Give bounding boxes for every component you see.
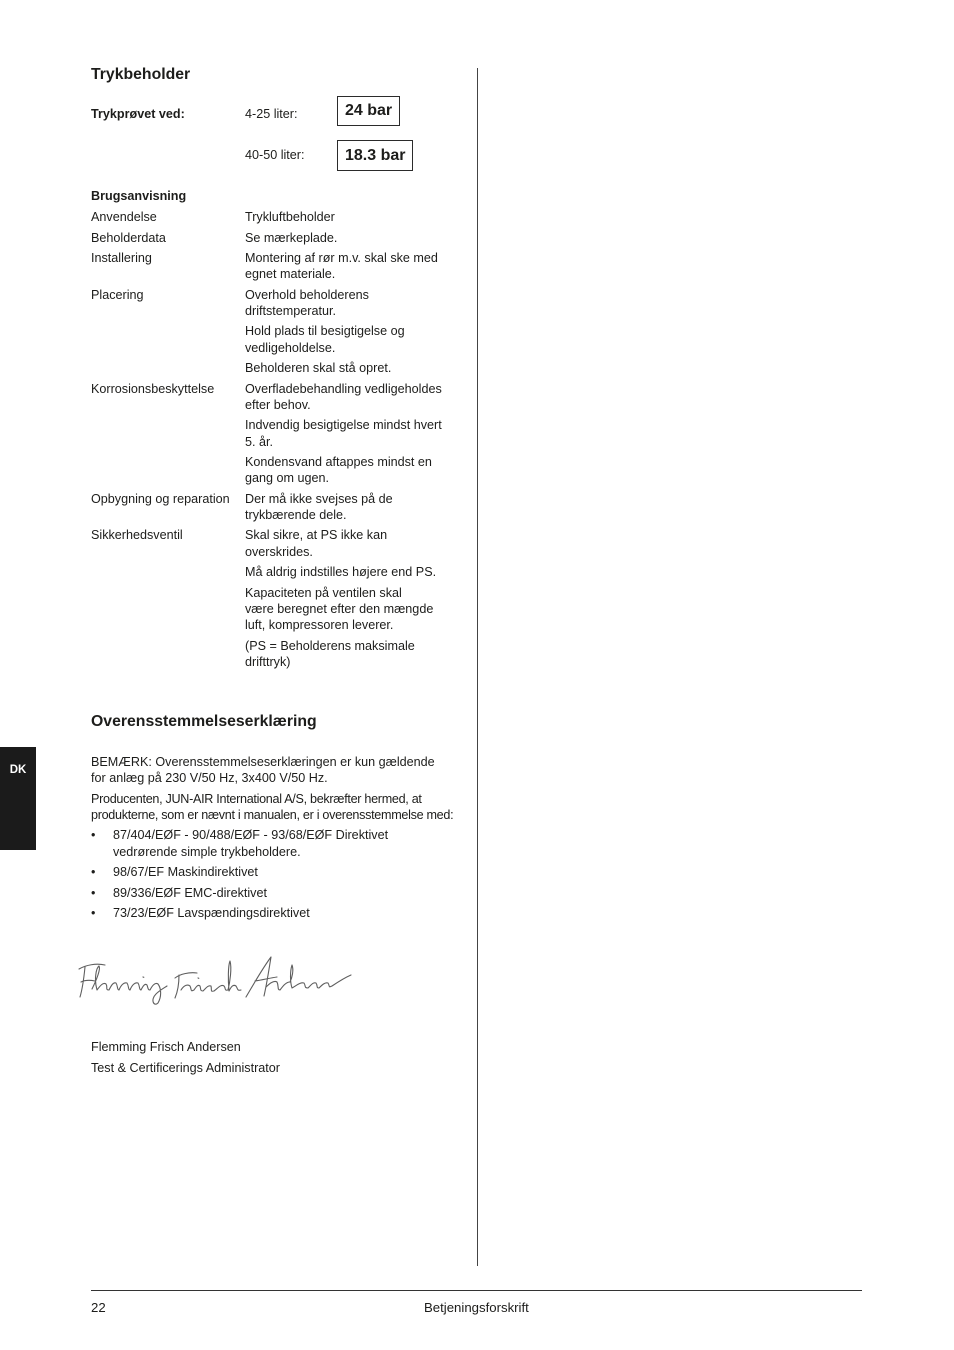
instruction-label: Beholderdata [91,230,166,245]
instruction-row-korrosionsbeskyttelse [91,381,475,491]
instruction-label: Korrosionsbeskyttelse [91,381,215,396]
instruction-row-opbygning-og-reparation [91,491,475,528]
directive-list [91,827,471,921]
instruction-row-sikkerhedsventil [91,527,475,674]
directive-text: 89/336/EØF EMC-direktivet [113,885,267,900]
directive-text: 73/23/EØF Lavspændingsdirektivet [113,906,310,921]
instruction-values [245,527,473,674]
instruction-values [245,209,473,230]
instruction-label: Installering [91,251,152,265]
bullet-icon: • [91,828,96,843]
pressure-vessel-title: Trykbeholder [91,66,191,83]
footer-rule [91,1290,862,1291]
instruction-label: Placering [91,287,144,302]
instruction-values [245,491,473,528]
signature-stroke [92,966,167,1004]
instruction-text: Skal sikre, at PS ikke kan overskrides. [245,528,388,559]
instruction-text: Montering af rør m.v. skal ske med egnet materiale. [245,251,438,282]
test-range-large-vessel: 40-50 liter: [245,148,305,162]
signatory-name: Flemming Frisch Andersen [91,1040,241,1054]
directive-text: 87/404/EØF - 90/488/EØF - 93/68/EØF Direktivet vedrørende simple trykbeholdere. [113,828,389,859]
instruction-text: (PS = Beholderens maksimale drifttryk) [245,638,415,669]
instruction-row-placering [91,287,475,381]
page-number: 22 [91,1300,106,1315]
directive-item [91,827,471,859]
footer-document-title: Betjeningsforskrift [424,1300,529,1315]
instruction-values [245,287,473,381]
signatory-title: Test & Certificerings Administrator [91,1061,280,1075]
instruction-text: Se mærkeplade. [245,230,338,245]
column-divider [477,68,478,1266]
instruction-text: Hold plads til besigtigelse og vedligeholdelse. [245,324,405,355]
instruction-values [245,250,473,287]
signature-stroke [246,957,277,997]
instruction-text: Der må ikke svejses på de trykbærende dele. [245,491,393,522]
instruction-row-anvendelse [91,209,475,230]
instruction-text: Overfladebehandling vedligeholdes efter behov. [245,381,442,412]
declaration-statement: Producenten, JUN-AIR International A/S, bekræfter hermed, at produkterne, som er nævnt i manualen, er i overensstemmelse med: [91,791,454,822]
directive-text: 98/67/EF Maskindirektivet [113,865,258,880]
declaration-note: BEMÆRK: Overensstemmelseserklæringen er kun gældende for anlæg på 230 V/50 Hz, 3x400 V/50 Hz. [91,755,435,786]
signature-stroke [266,965,351,990]
language-tab-label: DK [9,764,27,776]
test-range-small-vessel: 4-25 liter: [245,107,298,121]
instruction-values [245,230,473,251]
declaration-title: Overensstemmelseserklæring [91,713,317,730]
pressure-test-label: Trykprøvet ved: [91,107,185,121]
instruction-text: Må aldrig indstilles højere end PS. [245,565,437,580]
instruction-row-installering [91,250,475,287]
instruction-text: Overhold beholderens driftstemperatur. [245,287,369,318]
signature-stroke [79,964,105,997]
declaration-body [91,754,471,926]
instruction-label: Anvendelse [91,210,157,224]
instruction-text: Indvendig besigtigelse mindst hvert 5. år. [245,418,442,449]
test-pressure-box-large-vessel: 18.3 bar [337,140,413,171]
instruction-text: Beholderen skal stå opret. [245,361,392,376]
instructions-heading: Brugsanvisning [91,189,187,203]
signature-stroke [181,961,241,991]
instruction-text: Kapaciteten på ventilen skal være beregnet efter den mængde luft, kompressoren leverer. [245,585,434,633]
directive-item [91,905,471,921]
directive-item [91,864,471,880]
instructions-table [91,209,475,674]
instruction-row-beholderdata [91,230,475,251]
language-tab [0,747,36,850]
instruction-values [245,381,473,491]
bullet-icon: • [91,865,96,880]
bullet-icon: • [91,885,96,900]
instruction-label: Sikkerhedsventil [91,528,183,543]
handwritten-signature [72,950,356,1008]
test-pressure-box-small-vessel: 24 bar [337,96,400,126]
instruction-text: Trykluftbeholder [245,210,335,224]
instruction-text: Kondensvand aftappes mindst en gang om ugen. [245,455,432,486]
bullet-icon: • [91,906,96,921]
instruction-label: Opbygning og reparation [91,491,230,506]
directive-item [91,885,471,901]
